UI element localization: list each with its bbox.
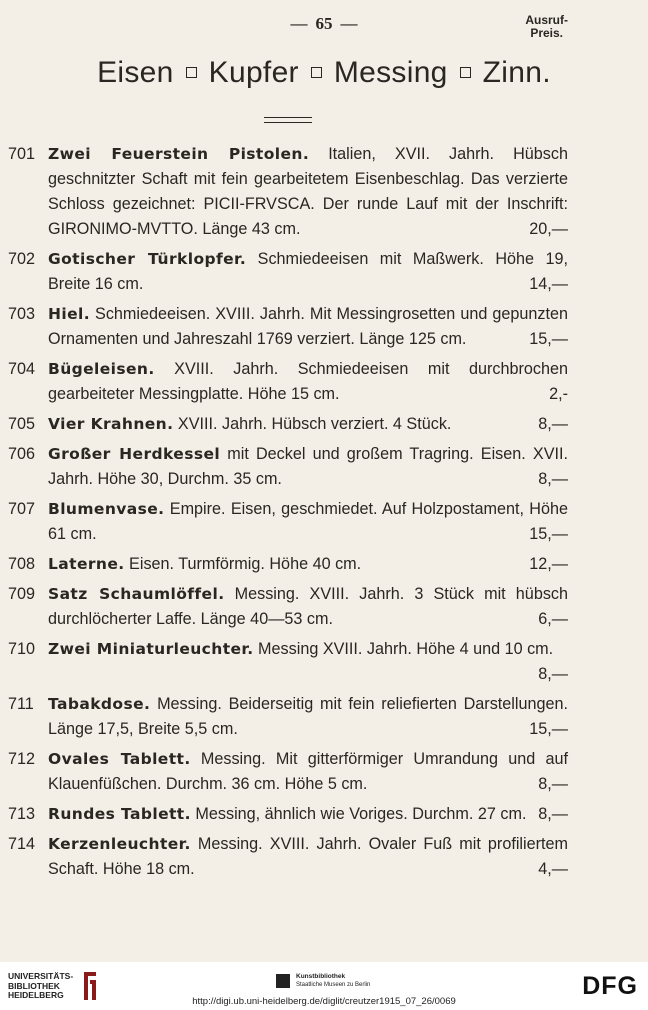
- lot-price: 6,—: [538, 610, 568, 628]
- lot-title: Kerzenleuchter.: [48, 835, 191, 853]
- lot-number: 702: [8, 250, 36, 268]
- section-title: [0, 56, 648, 90]
- lot-number: 714: [8, 835, 36, 853]
- catalog-entry: [8, 747, 568, 797]
- title-part: Eisen: [97, 56, 174, 89]
- lot-description: Messing, ähnlich wie Voriges. Durchm. 27 cm.: [190, 805, 527, 823]
- title-divider: [264, 117, 312, 123]
- lot-description: Messing. XVIII. Jahrh. 3 Stück mit hübsch durchlöcherter Laffe. Länge 40—53 cm.: [48, 585, 569, 628]
- catalog-entry: [8, 247, 568, 297]
- catalog-entry: [8, 442, 568, 492]
- catalog-entry: [8, 302, 568, 352]
- catalog-entry: [8, 412, 568, 437]
- lot-title: Zwei Miniaturleuchter.: [48, 640, 254, 658]
- logo-text: Staatliche Museen zu Berlin: [296, 982, 371, 988]
- lot-number: 703: [8, 305, 36, 323]
- lot-description: Messing XVIII. Jahrh. Höhe 4 und 10 cm.: [253, 640, 554, 658]
- lot-title: Bügeleisen.: [48, 360, 155, 378]
- lot-price: 4,—: [538, 860, 568, 878]
- lot-number: 709: [8, 585, 36, 603]
- lot-number: 701: [8, 145, 36, 163]
- catalog-entries: [8, 142, 568, 887]
- lot-title: Satz Schaumlöffel.: [48, 585, 225, 603]
- lot-title: Laterne.: [48, 555, 125, 573]
- lot-number: 704: [8, 360, 36, 378]
- catalog-entry: [8, 142, 568, 242]
- lot-price: 15,—: [529, 525, 568, 543]
- lot-number: 712: [8, 750, 36, 768]
- lot-description: Empire. Eisen, geschmiedet. Auf Holzpostament, Höhe 61 cm.: [48, 500, 568, 543]
- lot-price: 12,—: [529, 555, 568, 573]
- lot-number: 713: [8, 805, 36, 823]
- catalog-entry: [8, 582, 568, 632]
- lot-description: Schmiedeeisen mit Maßwerk. Höhe 19, Breite 16 cm.: [48, 250, 569, 293]
- page-number: — 65 —: [290, 14, 358, 33]
- lot-price: 14,—: [529, 275, 568, 293]
- title-part: Messing: [333, 56, 448, 89]
- lot-title: Vier Krahnen.: [48, 415, 174, 433]
- square-separator-icon: [186, 67, 197, 78]
- source-url[interactable]: http://digi.ub.uni-heidelberg.de/diglit/creutzer1915_07_26/0069: [192, 996, 456, 1007]
- lot-price: 2,-: [549, 385, 568, 403]
- price-column-label: Ausruf- Preis.: [525, 13, 568, 40]
- catalog-entry: [8, 552, 568, 577]
- lot-number: 710: [8, 640, 36, 658]
- title-part: Kupfer: [208, 56, 299, 89]
- catalog-entry: [8, 637, 568, 687]
- catalog-entry: [8, 802, 568, 827]
- title-part: Zinn.: [482, 56, 551, 89]
- lot-price: 15,—: [529, 720, 568, 738]
- lot-description: Messing. Beiderseitig mit fein reliefierten Darstellungen. Länge 17,5, Breite 5,5 cm.: [48, 695, 568, 738]
- lot-description: XVIII. Jahrh. Schmiedeeisen mit durchbrochen gearbeiteter Messingplatte. Höhe 15 cm.: [48, 360, 568, 403]
- catalog-entry: [8, 692, 568, 742]
- lot-price: 8,—: [538, 775, 568, 793]
- lot-title: Rundes Tablett.: [48, 805, 191, 823]
- lot-title: Zwei Feuerstein Pistolen.: [48, 145, 310, 163]
- kunstbibliothek-mark-icon: [276, 974, 290, 988]
- logo-text: BIBLIOTHEK: [8, 980, 60, 991]
- lot-number: 706: [8, 445, 36, 463]
- lot-price: 20,—: [529, 220, 568, 238]
- lot-title: Tabakdose.: [48, 695, 151, 713]
- lot-price: 15,—: [529, 330, 568, 348]
- lot-description: Schmiedeeisen. XVIII. Jahrh. Mit Messingrosetten und gepunzten Ornamenten und Jahreszahl 1769 verziert. Länge 125 cm.: [48, 305, 568, 348]
- kunstbibliothek-logo[interactable]: [276, 972, 416, 994]
- lot-number: 707: [8, 500, 36, 518]
- dfg-logo[interactable]: DFG: [582, 972, 638, 1000]
- catalog-entry: [8, 357, 568, 407]
- lot-price: 8,—: [538, 470, 568, 488]
- square-separator-icon: [311, 67, 322, 78]
- lot-title: Großer Herdkessel: [48, 445, 221, 463]
- lot-price: 8,—: [538, 805, 568, 823]
- logo-text: Kunstbibliothek: [296, 973, 346, 980]
- lot-description: Messing. XVIII. Jahrh. Ovaler Fuß mit profiliertem Schaft. Höhe 18 cm.: [48, 835, 568, 878]
- logo-text: UNIVERSITÄTS-: [8, 971, 74, 981]
- lot-price: 8,—: [538, 415, 568, 433]
- logo-text: HEIDELBERG: [8, 990, 64, 1000]
- lot-title: Hiel.: [48, 305, 90, 323]
- lot-number: 705: [8, 415, 36, 433]
- lot-description: XVIII. Jahrh. Hübsch verziert. 4 Stück.: [173, 415, 452, 433]
- catalog-entry: [8, 497, 568, 547]
- lot-title: Blumenvase.: [48, 500, 165, 518]
- square-separator-icon: [460, 67, 471, 78]
- lot-title: Ovales Tablett.: [48, 750, 191, 768]
- lot-title: Gotischer Türklopfer.: [48, 250, 247, 268]
- lot-number: 708: [8, 555, 36, 573]
- lot-description: mit Deckel und großem Tragring. Eisen. XVII. Jahrh. Höhe 30, Durchm. 35 cm.: [48, 445, 569, 488]
- lot-description: Eisen. Turmförmig. Höhe 40 cm.: [124, 555, 362, 573]
- lot-price: 8,—: [538, 665, 568, 683]
- lot-description: Messing. Mit gitterförmiger Umrandung und auf Klauenfüßchen. Durchm. 36 cm. Höhe 5 cm.: [48, 750, 568, 793]
- catalog-entry: [8, 832, 568, 882]
- lot-number: 711: [8, 695, 34, 713]
- lot-description: Italien, XVII. Jahrh. Hübsch geschnitzter Schaft mit fein gearbeitetem Eisenbeschlag. Das verzierte Schloss gezeichnet: PICII-FRVSCA. Der runde Lauf mit der Inschrift: GIRONIMO-MVTTO. Länge 43 cm.: [48, 145, 568, 238]
